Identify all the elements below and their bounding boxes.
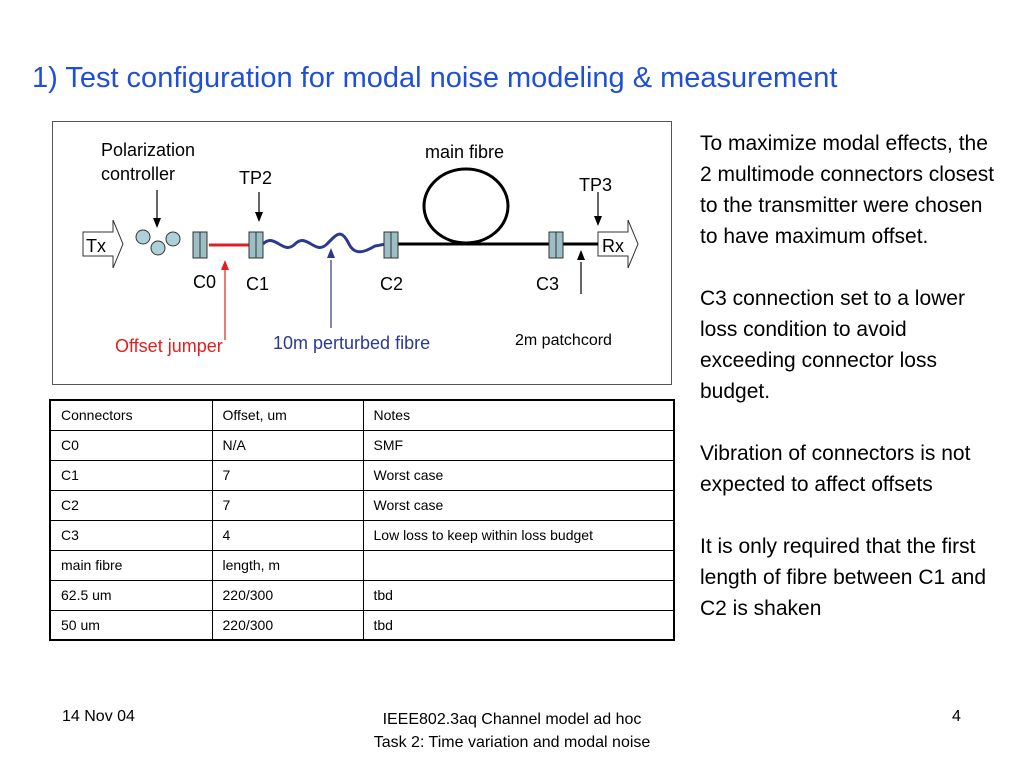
table-cell: C3 xyxy=(50,520,212,550)
note-paragraph: To maximize modal effects, the 2 multimode connectors closest to the transmitter were chosen to have maximum offset. xyxy=(700,132,995,248)
table-header-cell: Connectors xyxy=(50,400,212,430)
patchcord-arrow-head xyxy=(577,250,585,260)
footer-date: 14 Nov 04 xyxy=(62,708,135,725)
tx-label: Tx xyxy=(86,236,106,256)
main-fibre-label: main fibre xyxy=(425,142,505,162)
table-row xyxy=(50,460,674,490)
table-cell: 50 um xyxy=(50,610,212,640)
explanation-text xyxy=(700,128,1000,655)
c2-label: C2 xyxy=(380,274,404,294)
c0-label: C0 xyxy=(193,272,217,292)
footer-line-1: IEEE802.3aq Channel model ad hoc xyxy=(382,711,642,728)
polarization-controller-label: Polarization controller xyxy=(101,140,196,184)
patchcord-label: 2m patchcord xyxy=(515,332,612,349)
offset-jumper-arrow-head xyxy=(221,260,229,270)
note-paragraph: It is only required that the first length of fibre between C1 and C2 is shaken xyxy=(700,535,987,620)
polarization-arrow-head xyxy=(153,218,161,228)
table-cell: length, m xyxy=(212,550,363,580)
note-paragraph: C3 connection set to a lower loss condition to avoid exceeding connector loss budget. xyxy=(700,287,965,403)
perturbed-fibre-arrow-head xyxy=(327,248,335,258)
table-cell: Worst case xyxy=(363,460,674,490)
table-cell: 4 xyxy=(212,520,363,550)
table-cell: 7 xyxy=(212,490,363,520)
footer-line-2: Task 2: Time variation and modal noise xyxy=(373,734,651,751)
polarization-paddle-2 xyxy=(151,241,165,255)
rx-label: Rx xyxy=(602,236,624,256)
table-cell: 220/300 xyxy=(212,610,363,640)
note-paragraph: Vibration of connectors is not expected to affect offsets xyxy=(700,442,971,496)
tp2-label: TP2 xyxy=(239,168,273,188)
table-cell: C2 xyxy=(50,490,212,520)
table-cell: Worst case xyxy=(363,490,674,520)
table-cell: C1 xyxy=(50,460,212,490)
polarization-paddle-3 xyxy=(166,232,180,246)
c1-label: C1 xyxy=(246,274,270,294)
table-cell: SMF xyxy=(363,430,674,460)
table-row xyxy=(50,610,674,640)
table-row xyxy=(50,490,674,520)
table-cell: Low loss to keep within loss budget xyxy=(363,520,674,550)
table-cell: tbd xyxy=(363,610,674,640)
table-header-row xyxy=(50,400,674,430)
connector-table xyxy=(49,399,675,641)
table-header-cell: Offset, um xyxy=(212,400,363,430)
table-cell: 7 xyxy=(212,460,363,490)
table-cell: 62.5 um xyxy=(50,580,212,610)
tp3-arrow-head xyxy=(594,216,602,226)
table-row xyxy=(50,430,674,460)
table-header-cell: Notes xyxy=(363,400,674,430)
perturbed-fibre-line xyxy=(263,234,386,252)
table-cell xyxy=(363,550,674,580)
offset-jumper-label: Offset jumper xyxy=(115,336,223,356)
polarization-paddle-1 xyxy=(136,230,150,244)
footer-title xyxy=(312,708,712,754)
c3-label: C3 xyxy=(536,274,560,294)
perturbed-fibre-label: 10m perturbed fibre xyxy=(273,333,431,353)
table-cell: tbd xyxy=(363,580,674,610)
table-row xyxy=(50,520,674,550)
table-cell: main fibre xyxy=(50,550,212,580)
table-cell: C0 xyxy=(50,430,212,460)
test-configuration-diagram xyxy=(52,121,672,385)
table-row xyxy=(50,580,674,610)
tp2-arrow-head xyxy=(255,212,263,222)
main-fibre-loop xyxy=(424,169,508,243)
table-cell: 220/300 xyxy=(212,580,363,610)
table-cell: N/A xyxy=(212,430,363,460)
slide-title: 1) Test configuration for modal noise modeling & measurement xyxy=(32,62,838,94)
page-number: 4 xyxy=(952,708,961,725)
table-row xyxy=(50,550,674,580)
tp3-label: TP3 xyxy=(579,175,613,195)
